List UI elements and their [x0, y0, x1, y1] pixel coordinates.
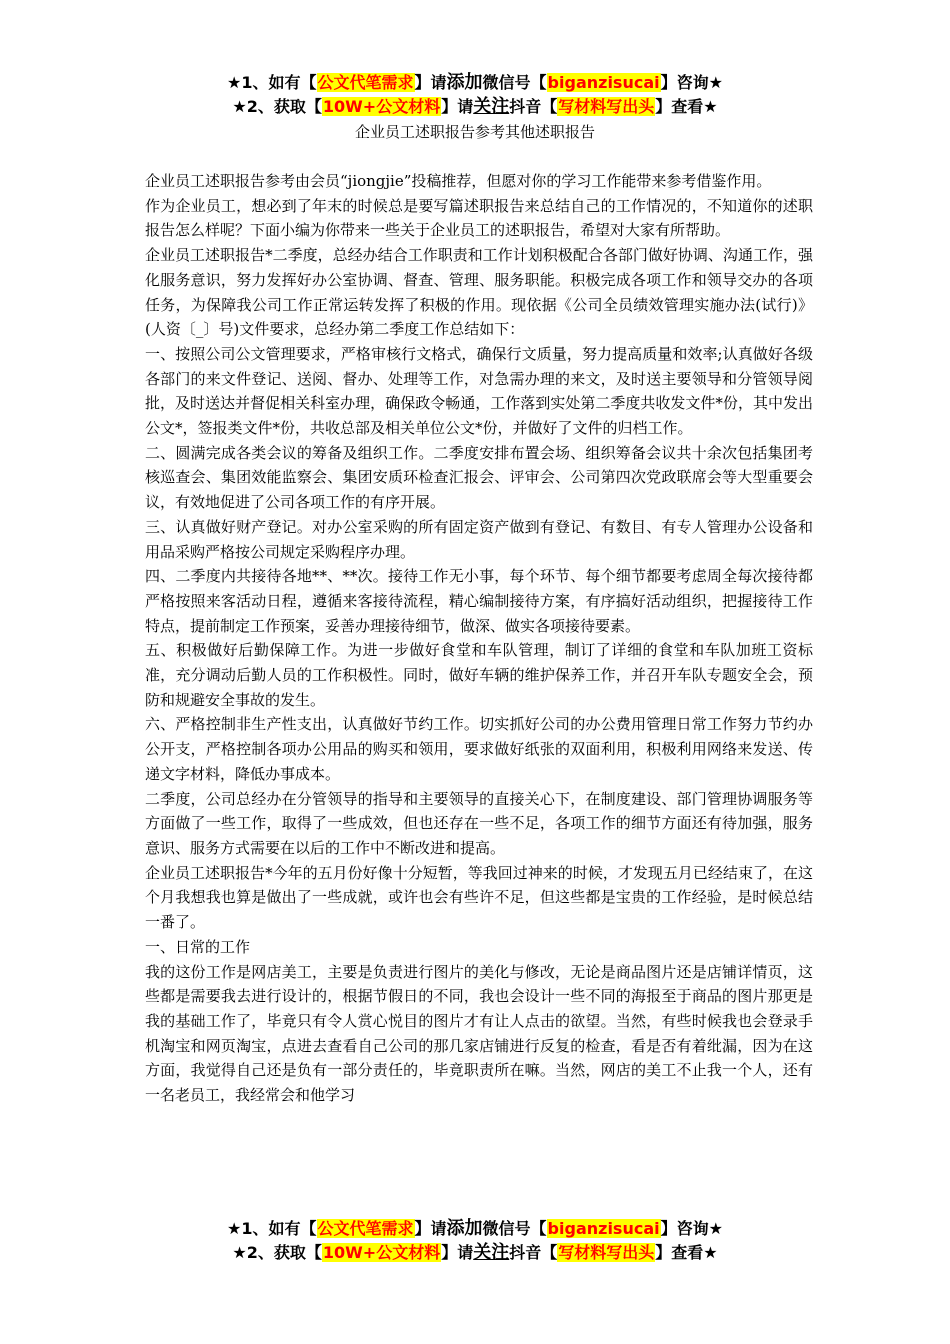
paragraph: 企业员工述职报告参考由会员“jiongjie”投稿推荐，但愿对你的学习工作能带来参考借鉴作用。 [145, 172, 772, 190]
document-title: 企业员工述职报告参考其他述职报告 [354, 123, 595, 141]
promo-text: 】查看★ [655, 97, 718, 116]
promo-banner-bottom [0, 1217, 950, 1265]
promo-highlight: 公文代笔需求 [317, 1219, 414, 1238]
promo-text: 】请 [414, 1219, 447, 1238]
promo-text: 】请 [441, 97, 474, 116]
promo-emphasis: 添加 [446, 1218, 483, 1239]
promo-highlight: 10W+公文材料 [322, 1243, 441, 1262]
paragraph: 三、认真做好财产登记。对办公室采购的所有固定资产做到有登记、有数目、有专人管理办公设备和用品采购严格按公司规定采购程序办理。 [145, 517, 813, 561]
promo-text: ★2、获取【 [232, 1243, 322, 1262]
paragraph: 作为企业员工，想必到了年末的时候总是要写篇述职报告来总结自己的工作情况的，不知道你的述职报告怎么样呢？下面小编为你带来一些关于企业员工的述职报告，希望对大家有所帮助。 [145, 196, 813, 240]
promo-emphasis: 添加 [446, 72, 483, 93]
promo-text: ★2、获取【 [232, 97, 322, 116]
promo-highlight: biganzisucai [547, 1219, 660, 1238]
promo-text: 微信号【 [482, 73, 547, 92]
document-body [145, 169, 813, 1108]
promo-line-2 [0, 1241, 950, 1265]
promo-highlight: 写材料写出头 [558, 97, 655, 116]
paragraph: 四、二季度内共接待各地**、**次。接待工作无小事，每个环节、每个细节都要考虑周全每次接待都严格按照来客活动日程，遵循来客接待流程，精心编制接待方案，有序搞好活动组织，把握接待工作特点，提前制定工作预案，妥善办理接待细节，做深、做实各项接待要素。 [145, 567, 813, 635]
promo-text: 抖音【 [509, 97, 558, 116]
promo-banner-top [0, 71, 950, 119]
paragraph: 二、圆满完成各类会议的筹备及组织工作。二季度安排布置会场、组织筹备会议共十余次包括集团考核巡查会、集团效能监察会、集团安质环检查汇报会、评审会、公司第四次党政联席会等大型重要会议，有效地促进了公司各项工作的有序开展。 [145, 443, 813, 512]
promo-line-2 [0, 95, 950, 119]
paragraph: 一、按照公司公文管理要求，严格审核行文格式，确保行文质量，努力提高质量和效率;认真做好各级各部门的来文件登记、送阅、督办、处理等工作，对急需办理的来文，及时送主要领导和分管领导阅批，及时送达并督促相关科室办理，确保政令畅通，工作落到实处第二季度共收发文件*份，其中发出公文*，签报类文件*份，共收总部及相关单位公文*份，并做好了文件的归档工作。 [145, 344, 813, 438]
promo-line-1 [0, 71, 950, 95]
promo-text: ★1、如有【 [227, 1219, 317, 1238]
promo-highlight: 公文代笔需求 [317, 73, 414, 92]
paragraph: 企业员工述职报告*二季度，总经办结合工作职责和工作计划积极配合各部门做好协调、沟通工作，强化服务意识，努力发挥好办公室协调、督查、管理、服务职能。积极完成各项工作和领导交办的各项任务，为保障我公司工作正常运转发挥了积极的作用。现依据《公司全员绩效管理实施办法(试行)》(人资〔_〕号)文件要求，总经办第二季度工作总结如下： [145, 246, 813, 339]
promo-text: 】咨询★ [660, 73, 723, 92]
section-heading: 一、日常的工作 [145, 937, 251, 956]
promo-text: 】请 [441, 1243, 474, 1262]
promo-line-1 [0, 1217, 950, 1241]
paragraph: 我的这份工作是网店美工，主要是负责进行图片的美化与修改，无论是商品图片还是店铺详情页，这些都是需要我去进行设计的，根据节假日的不同，我也会设计一些不同的海报至于商品的图片那更是我的基础工作了，毕竟只有令人赏心悦目的图片才有让人点击的欲望。当然，有些时候我也会登录手机淘宝和网页淘宝，点进去查看自己公司的那几家店铺进行反复的检查，看是否有着纰漏，因为在这方面，我觉得自己还是负有一部分责任的，毕竟职责所在嘛。当然，网店的美工不止我一个人，还有一名老员工，我经常会和他学习 [145, 962, 813, 1105]
paragraph: 二季度，公司总经办在分管领导的指导和主要领导的直接关心下，在制度建设、部门管理协调服务等方面做了一些工作，取得了一些成效，但也还存在一些不足，各项工作的细节方面还有待加强，服务意识、服务方式需要在以后的工作中不断改进和提高。 [145, 789, 813, 857]
promo-emphasis: 关注 [473, 96, 510, 117]
promo-text: 】咨询★ [660, 1219, 723, 1238]
promo-text: 】查看★ [655, 1243, 718, 1262]
paragraph: 企业员工述职报告*今年的五月份好像十分短暂，等我回过神来的时候，才发现五月已经结束了，在这个月我想我也算是做出了一些成就，或许也会有些许不足，但这些都是宝贵的工作经验，是时候总结一番了。 [145, 863, 813, 932]
promo-text: ★1、如有【 [227, 73, 317, 92]
promo-text: 抖音【 [509, 1243, 558, 1262]
paragraph: 五、积极做好后勤保障工作。为进一步做好食堂和车队管理，制订了详细的食堂和车队加班工资标准，充分调动后勤人员的工作积极性。同时，做好车辆的维护保养工作，并召开车队专题安全会，预防和规避安全事故的发生。 [145, 641, 813, 709]
promo-highlight: biganzisucai [547, 73, 660, 92]
promo-emphasis: 关注 [473, 1242, 510, 1263]
promo-highlight: 写材料写出头 [558, 1243, 655, 1262]
promo-text: 】请 [414, 73, 447, 92]
paragraph: 六、严格控制非生产性支出，认真做好节约工作。切实抓好公司的办公费用管理日常工作努力节约办公开支，严格控制各项办公用品的购买和领用，要求做好纸张的双面利用，积极利用网络来发送、传递文字材料，降低办事成本。 [145, 715, 813, 783]
promo-text: 微信号【 [482, 1219, 547, 1238]
promo-highlight: 10W+公文材料 [322, 97, 441, 116]
